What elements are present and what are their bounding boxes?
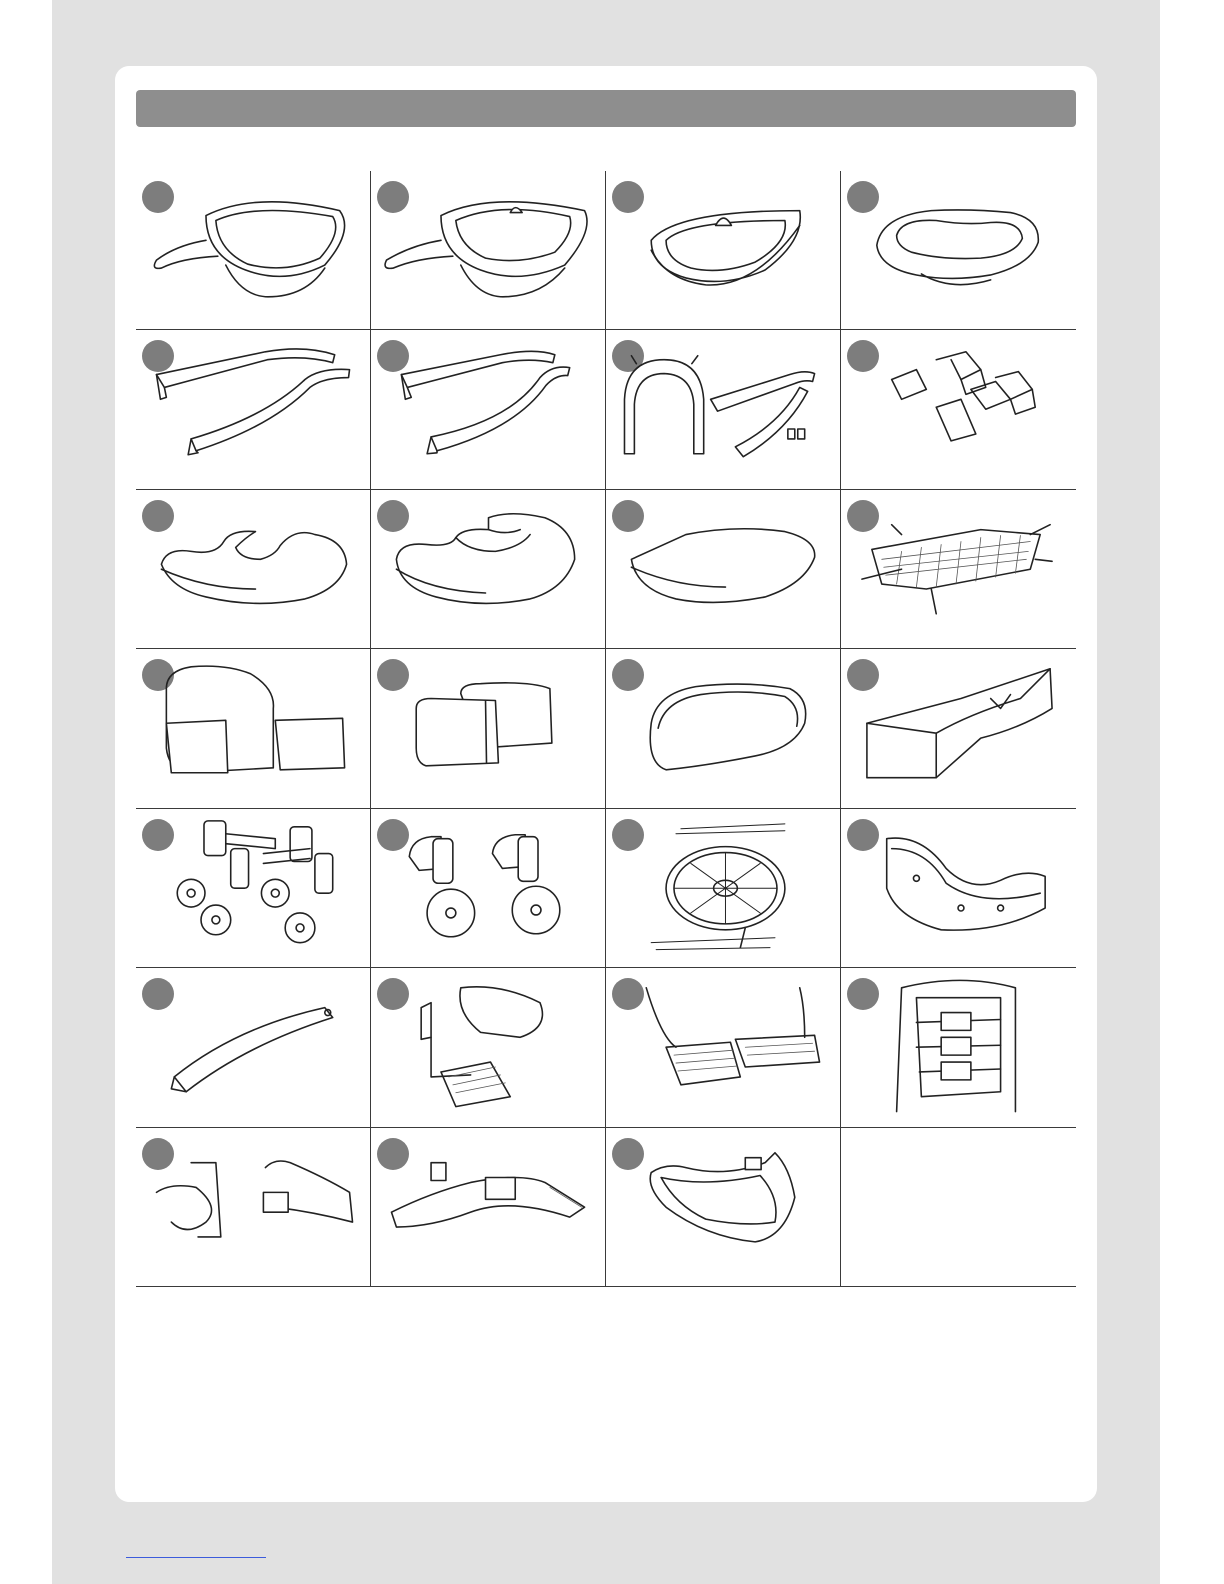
back-panel-icon [606, 649, 840, 807]
part-cell-2 [371, 171, 606, 330]
footrest-flip-icon [371, 968, 605, 1126]
part-cell-22 [371, 968, 606, 1127]
parts-grid [136, 171, 1076, 1287]
part-cell-4 [841, 171, 1076, 330]
part-cell-23 [606, 968, 841, 1127]
part-cell-12 [841, 490, 1076, 649]
backrest-with-laterals-icon [136, 649, 370, 807]
part-cell-empty [841, 1128, 1076, 1287]
part-cell-10 [371, 490, 606, 649]
seat-insert-ring-icon [606, 171, 840, 329]
chest-harness-icon [841, 968, 1076, 1126]
part-cell-26 [371, 1128, 606, 1287]
part-cell-20 [841, 809, 1076, 968]
footrest-double-icon [606, 968, 840, 1126]
castor-wheels-set-icon [136, 809, 370, 967]
bath-seat-with-handle-icon [136, 171, 370, 329]
seat-pad-icon [606, 490, 840, 648]
part-cell-13 [136, 649, 371, 808]
part-cell-25 [136, 1128, 371, 1287]
part-cell-6 [371, 330, 606, 489]
flat-cushion-cutout-icon [136, 490, 370, 648]
lateral-pads-icon [371, 649, 605, 807]
part-cell-8 [841, 330, 1076, 489]
shoulder-strap-icon [606, 1128, 840, 1286]
brackets-set-icon [841, 330, 1076, 488]
contoured-tray-icon [841, 809, 1076, 967]
arm-pad-icon [136, 968, 370, 1126]
part-cell-21 [136, 968, 371, 1127]
part-cell-7 [606, 330, 841, 489]
contoured-cushion-icon [371, 490, 605, 648]
frame-rails-pair-icon [136, 330, 370, 488]
pelvic-belt-icon [371, 1128, 605, 1286]
part-cell-18 [371, 809, 606, 968]
ankle-straps-icon [136, 1128, 370, 1286]
part-cell-14 [371, 649, 606, 808]
castor-wheels-pair-icon [371, 809, 605, 967]
basin-icon [841, 171, 1076, 329]
part-cell-24 [841, 968, 1076, 1127]
part-cell-15 [606, 649, 841, 808]
footer-link-underline[interactable] [126, 1557, 266, 1558]
part-cell-5 [136, 330, 371, 489]
seat-belt-cushion-icon [841, 649, 1076, 807]
part-cell-17 [136, 809, 371, 968]
bath-seat-with-insert-icon [371, 171, 605, 329]
frame-rail-assembled-icon [371, 330, 605, 488]
wheel-with-brake-icon [606, 809, 840, 967]
part-cell-1 [136, 171, 371, 330]
part-cell-27 [606, 1128, 841, 1287]
part-cell-16 [841, 649, 1076, 808]
part-cell-11 [606, 490, 841, 649]
section-header-bar [136, 90, 1076, 127]
part-cell-9 [136, 490, 371, 649]
u-frame-with-clips-icon [606, 330, 840, 488]
part-cell-3 [606, 171, 841, 330]
suspension-mat-icon [841, 490, 1076, 648]
part-cell-19 [606, 809, 841, 968]
